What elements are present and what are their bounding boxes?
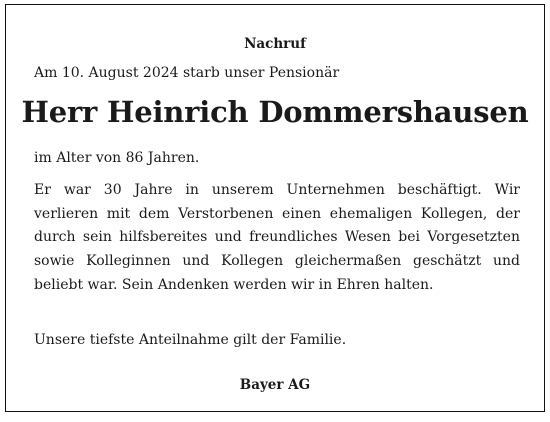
notice-heading: Nachruf [244, 36, 306, 52]
intro-line: Am 10. August 2024 starb unser Pensionär [34, 65, 340, 81]
company-signature: Bayer AG [239, 377, 311, 393]
deceased-name: Herr Heinrich Dommershausen [21, 95, 529, 129]
body-paragraph: Er war 30 Jahre in unserem Unternehmen beschäftigt. Wir verlieren mit dem Verstorbenen einen ehemaligen Kollegen, der durch sein hilfsbereites und freundliches Wesen bei Vorgesetzten sowie Kolleginnen und Kollegen gleichermaßen geschätzt und beliebt war. Sein Andenken werden wir in Ehren halten. [34, 182, 520, 293]
age-line: im Alter von 86 Jahren. [34, 150, 200, 166]
obituary-notice [5, 4, 545, 412]
condolence-line: Unsere tiefste Anteilnahme gilt der Familie. [34, 332, 347, 348]
